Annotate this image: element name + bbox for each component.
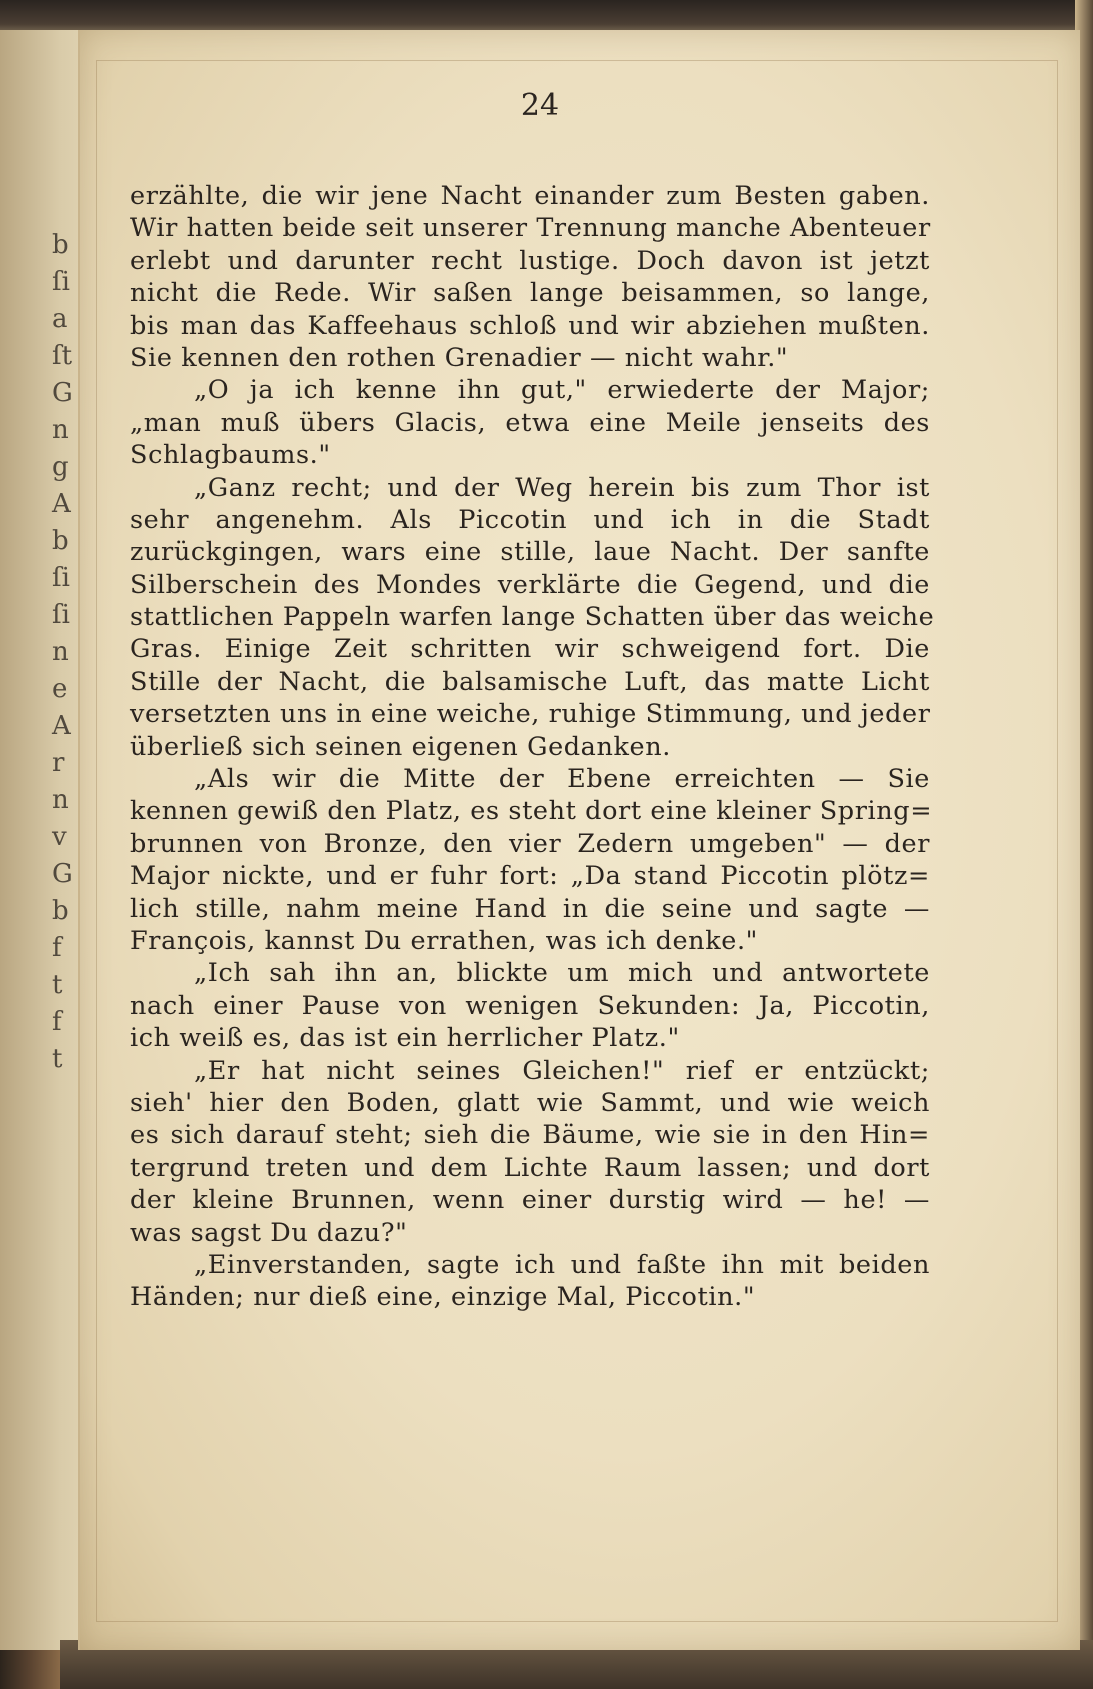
underlying-letter: A bbox=[52, 711, 71, 741]
text-line: Sie kennen den rothen Grenadier — nicht wahr." bbox=[130, 342, 789, 373]
underlying-letter: v bbox=[52, 822, 67, 852]
text-line: erlebt und darunter recht lustige. Doch davon ist jetzt bbox=[130, 245, 930, 276]
body-text bbox=[130, 180, 935, 1314]
text-line: „Einverstanden, sagte ich und faßte ihn mit beiden bbox=[194, 1249, 930, 1280]
text-line: nicht die Rede. Wir saßen lange beisammen, so lange, bbox=[130, 278, 930, 309]
underlying-letter: e bbox=[52, 674, 68, 704]
text-line: sieh' hier den Boden, glatt wie Sammt, und wie weich bbox=[130, 1087, 930, 1118]
text-line: stattlichen Pappeln warfen lange Schatten über das weiche bbox=[130, 602, 935, 633]
text-line: Stille der Nacht, die balsamische Luft, das matte Licht bbox=[130, 666, 930, 697]
page-number: 24 bbox=[520, 88, 560, 123]
underlying-letter: f bbox=[52, 933, 62, 963]
underlying-letter: r bbox=[52, 748, 65, 778]
text-line: „Ich sah ihn an, blickte um mich und antwortete bbox=[194, 958, 930, 989]
underlying-letter: a bbox=[52, 304, 68, 334]
underlying-letter: g bbox=[52, 452, 69, 482]
text-line: „O ja ich kenne ihn gut," erwiederte der Major; bbox=[194, 375, 930, 406]
text-line: François, kannst Du errathen, was ich denke." bbox=[130, 925, 758, 956]
text-line: es sich darauf steht; sieh die Bäume, wie sie in den Hin= bbox=[130, 1120, 930, 1151]
text-line: nach einer Pause von wenigen Sekunden: Ja, Piccotin, bbox=[130, 990, 930, 1021]
underlying-letter: ſi bbox=[52, 267, 70, 297]
text-line: tergrund treten und dem Lichte Raum lassen; und dort bbox=[130, 1152, 930, 1183]
text-line: brunnen von Bronze, den vier Zedern umgeben" — der bbox=[130, 828, 930, 859]
text-line: der kleine Brunnen, wenn einer durstig wird — he! — bbox=[130, 1185, 930, 1216]
text-line: sehr angenehm. Als Piccotin und ich in die Stadt bbox=[130, 504, 930, 535]
text-line: zurückgingen, wars eine stille, laue Nacht. Der sanfte bbox=[130, 537, 930, 568]
text-line: Schlagbaums." bbox=[130, 440, 331, 471]
underlying-letter: b bbox=[52, 896, 69, 926]
underlying-letter: n bbox=[52, 637, 69, 667]
text-line: versetzten uns in eine weiche, ruhige Stimmung, und jeder bbox=[130, 699, 931, 730]
underlying-letter: ſi bbox=[52, 563, 70, 593]
text-line: bis man das Kaffeehaus schloß und wir abziehen mußten. bbox=[130, 310, 930, 341]
underlying-letter: G bbox=[52, 859, 73, 889]
underlying-letter: b bbox=[52, 230, 69, 260]
text-line: Händen; nur dieß eine, einzige Mal, Piccotin." bbox=[130, 1282, 756, 1313]
underlying-letter: ſt bbox=[52, 341, 73, 371]
text-line: erzählte, die wir jene Nacht einander zum Besten gaben. bbox=[130, 181, 930, 211]
underlying-letter: n bbox=[52, 415, 69, 445]
text-line: was sagst Du dazu?" bbox=[130, 1217, 408, 1248]
underlying-letter: A bbox=[52, 489, 71, 519]
text-line: Silberschein des Mondes verklärte die Gegend, und die bbox=[130, 569, 930, 600]
underlying-letter: n bbox=[52, 785, 69, 815]
underlying-letter: b bbox=[52, 526, 69, 556]
text-line: Gras. Einige Zeit schritten wir schweigend fort. Die bbox=[130, 634, 930, 665]
text-line: überließ sich seinen eigenen Gedanken. bbox=[130, 731, 671, 762]
text-line: lich stille, nahm meine Hand in die seine und sagte — bbox=[130, 893, 930, 924]
underlying-letter: f bbox=[52, 1007, 62, 1037]
text-line: „Er hat nicht seines Gleichen!" rief er entzückt; bbox=[194, 1055, 930, 1086]
text-line: Wir hatten beide seit unserer Trennung manche Abenteuer bbox=[130, 213, 931, 244]
underlying-letter: G bbox=[52, 378, 73, 408]
text-line: „man muß übers Glacis, etwa eine Meile jenseits des bbox=[130, 407, 930, 438]
underlying-letter: ſi bbox=[52, 600, 70, 630]
text-line: „Als wir die Mitte der Ebene erreichten — Sie bbox=[194, 764, 930, 795]
underlying-letter: t bbox=[52, 1044, 63, 1074]
text-line: ich weiß es, das ist ein herrlicher Platz." bbox=[130, 1023, 680, 1054]
text-line: kennen gewiß den Platz, es steht dort eine kleiner Spring= bbox=[130, 796, 933, 827]
underlying-letter: t bbox=[52, 970, 63, 1000]
text-line: „Ganz recht; und der Weg herein bis zum Thor ist bbox=[194, 472, 930, 503]
text-line: Major nickte, und er fuhr fort: „Da stand Piccotin plötz= bbox=[130, 861, 930, 892]
